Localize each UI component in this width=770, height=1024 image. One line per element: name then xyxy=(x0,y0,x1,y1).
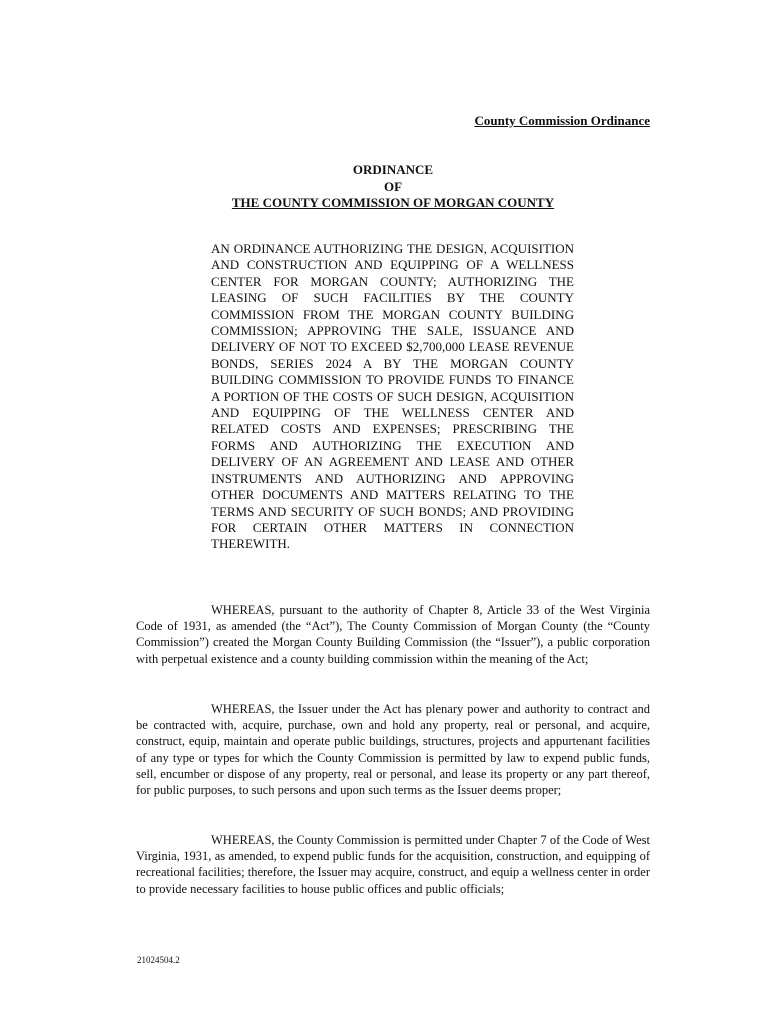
ordinance-summary: AN ORDINANCE AUTHORIZING THE DESIGN, ACQUISITION AND CONSTRUCTION AND EQUIPPING OF A WELLNESS CENTER FOR MORGAN COUNTY; AUTHORIZING THE LEASING OF SUCH FACILITIES BY THE COUNTY COMMISSION FROM THE MORGAN COUNTY BUILDING COMMISSION; APPROVING THE SALE, ISSUANCE AND DELIVERY OF NOT TO EXCEED $2,700,000 LEASE REVENUE BONDS, SERIES 2024 A BY THE MORGAN COUNTY BUILDING COMMISSION TO PROVIDE FUNDS TO FINANCE A PORTION OF THE COSTS OF SUCH DESIGN, ACQUISITION AND EQUIPPING OF THE WELLNESS CENTER AND RELATED COSTS AND EXPENSES; PRESCRIBING THE FORMS AND AUTHORIZING THE EXECUTION AND DELIVERY OF AN AGREEMENT AND LEASE AND OTHER INSTRUMENTS AND AUTHORIZING AND APPROVING OTHER DOCUMENTS AND MATTERS RELATING TO THE TERMS AND SECURITY OF SUCH BONDS; AND PROVIDING FOR CERTAIN OTHER MATTERS IN CONNECTION THEREWITH. xyxy=(211,241,574,552)
whereas-paragraph-2: WHEREAS, the Issuer under the Act has plenary power and authority to contract and be contracted with, acquire, purchase, own and hold any property, real or personal, and acquire, construct, equip, maintain and operate public buildings, structures, projects and appurtenant facilities of any type or types for which the County Commission is permitted by law to expend public funds, sell, encumber or dispose of any property, real or personal, and lease its property or any part thereof, for public purposes, to such persons and upon such terms as the Issuer deems proper; xyxy=(136,702,650,798)
document-type-label: County Commission Ordinance xyxy=(474,113,650,128)
document-code: 21024504.2 xyxy=(137,955,180,965)
title-line-commission: THE COUNTY COMMISSION OF MORGAN COUNTY xyxy=(231,195,555,210)
title-line-ordinance: ORDINANCE xyxy=(352,162,434,177)
ordinance-title xyxy=(136,162,650,212)
title-line-of: OF xyxy=(383,178,403,194)
whereas-paragraph-1: WHEREAS, pursuant to the authority of Chapter 8, Article 33 of the West Virginia Code of 1931, as amended (the “Act”), The County Commission of Morgan County (the “County Commission”) created the Morgan County Building Commission (the “Issuer”), a public corporation with perpetual existence and a county building commission within the meaning of the Act; xyxy=(136,603,650,666)
whereas-paragraph-3: WHEREAS, the County Commission is permitted under Chapter 7 of the Code of West Virginia, 1931, as amended, to expend public funds for the acquisition, construction, and equipping of recreational facilities; therefore, the Issuer may acquire, construct, and equip a wellness center in order to provide necessary facilities to house public offices and public officials; xyxy=(136,833,651,896)
